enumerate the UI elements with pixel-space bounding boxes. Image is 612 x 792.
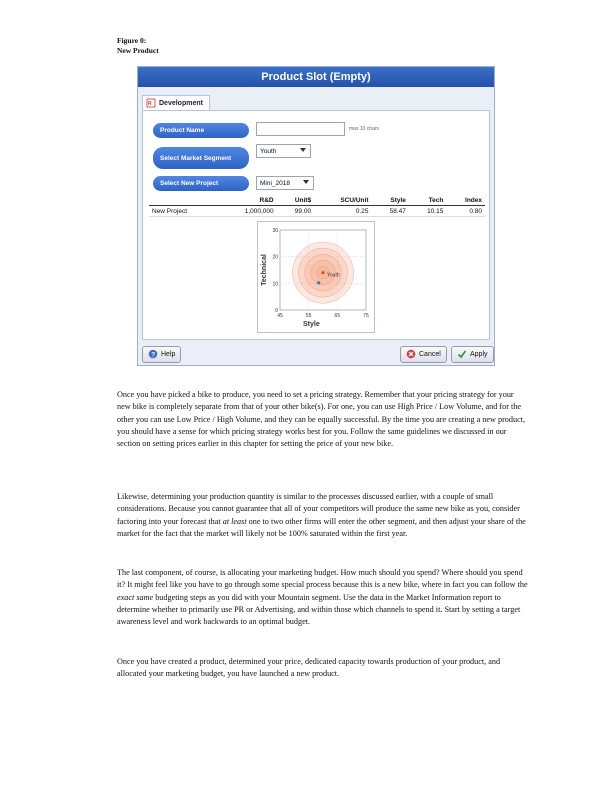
x-tick-label: 45: [277, 313, 283, 319]
help-button-label: Help: [161, 351, 176, 358]
figure-label: Figure 0:: [117, 36, 147, 45]
column-header: SCU/Unit: [314, 195, 371, 206]
table-cell: 10.15: [409, 206, 446, 217]
perceptual-map-svg: [258, 222, 374, 332]
market-segment-select[interactable]: [256, 144, 311, 158]
table-cell: 1,000,000: [218, 206, 277, 217]
column-header: Tech: [409, 195, 446, 206]
paragraph-2-part-a: Likewise, determining your production quantity is similar to the processes discussed earlier, with a couple of small considerations. Because you cannot guarantee that all of your competitors will produce the same new bike as you, consider factoring into your forecast that: [117, 492, 520, 526]
data-point: [321, 271, 324, 274]
help-icon: [148, 349, 158, 361]
y-tick-label: 30: [272, 228, 278, 234]
data-point: [317, 281, 320, 284]
table-cell: 0.80: [446, 206, 485, 217]
x-tick-label: 55: [305, 313, 312, 319]
column-header: R&D: [218, 195, 277, 206]
development-panel: [142, 110, 490, 340]
new-project-label: Select New Project: [153, 176, 249, 191]
table-row[interactable]: [149, 206, 485, 217]
chevron-down-icon: [300, 148, 306, 152]
table-cell: 99.00: [277, 206, 314, 217]
product-name-input[interactable]: [256, 122, 345, 136]
paragraph-1-text: Once you have picked a bike to produce, you need to set a pricing strategy. Remember that your pricing strategy for your new bike is completely separate from that of your other bike(s). For one, you can use High Price / Low Volume, and for the other you can use Low Price / High Volume, and they can be equally successful. By the time you are creating a new product, you should have a sense for which pricing strategy works best for you. Follow the same guidelines we discussed in our section on setting prices earlier in this chapter for setting the price of your new bike.: [117, 390, 526, 449]
paragraph-3: [117, 567, 529, 628]
development-icon: [146, 98, 156, 108]
perceptual-map: [257, 221, 375, 333]
column-header: [149, 195, 218, 206]
market-segment-value: Youth: [260, 147, 277, 155]
tab-development[interactable]: [142, 95, 210, 110]
window-title: Product Slot (Empty): [138, 67, 494, 87]
segment-label: Youth: [327, 272, 340, 279]
column-header: Unit$: [277, 195, 314, 206]
product-name-hint: max 10 chars: [349, 126, 380, 132]
paragraph-2-text: [117, 491, 529, 540]
tab-development-label: Development: [159, 99, 203, 107]
paragraph-1: [117, 389, 529, 450]
paragraph-2-part-b: one to two other firms will enter the other segment, and then adjust your share of the market for the fact that the market will likely not be 100% saturated within the first year.: [117, 516, 526, 538]
table-header-row: [149, 195, 485, 206]
check-icon: [457, 349, 467, 361]
cancel-icon: [406, 349, 416, 361]
figure-title: New Product: [117, 46, 159, 55]
table-cell: New Project: [149, 206, 218, 217]
paragraph-2: [117, 491, 529, 540]
figure-caption: [117, 36, 159, 56]
project-table: [149, 195, 485, 217]
new-project-select[interactable]: [256, 176, 314, 190]
product-name-label: Product Name: [153, 123, 249, 138]
svg-text:R: R: [148, 101, 152, 107]
x-tick-label: 65: [334, 313, 341, 319]
help-button[interactable]: [142, 346, 181, 363]
paragraph-3-text: [117, 567, 529, 628]
paragraph-3-part-a: The last component, of course, is allocating your marketing budget. How much should you spend? Where should you spend it? It might feel like you have to go through some special process because this is a new bike, where in fact you can follow the: [117, 568, 528, 590]
apply-button-label: Apply: [470, 351, 488, 358]
chevron-down-icon: [303, 180, 309, 184]
product-slot-window: [137, 66, 495, 366]
paragraph-2-emphasis: at least: [222, 516, 247, 526]
column-header: Style: [371, 195, 408, 206]
paragraph-3-emphasis: exact same: [117, 592, 154, 602]
column-header: Index: [446, 195, 485, 206]
apply-button[interactable]: [451, 346, 494, 363]
paragraph-4: [117, 656, 529, 681]
paragraph-4-text: Once you have created a product, determined your price, dedicated capacity towards production of your product, and allocated your marketing budget, you have launched a new product.: [117, 657, 501, 679]
y-tick-label: 20: [272, 254, 278, 261]
y-tick-label: 0: [275, 308, 278, 314]
cancel-button-label: Cancel: [419, 351, 441, 358]
paragraph-3-part-b: budgeting steps as you did with your Mountain segment. Use the data in the Market Information report to determine whether to primarily use PR or Advertising, and within those which channels to spend it. Start by setting a target awareness level and work backwards to an optimal budget.: [117, 592, 521, 627]
y-axis-label: Technical: [261, 254, 268, 286]
svg-text:?: ?: [151, 351, 156, 359]
new-project-value: Mini_2018: [260, 179, 290, 187]
market-segment-label: Select Market Segment: [153, 147, 249, 169]
cancel-button[interactable]: [400, 346, 447, 363]
x-tick-label: 75: [363, 313, 369, 319]
table-cell: 0.25: [314, 206, 371, 217]
y-tick-label: 10: [272, 281, 278, 288]
x-axis-label: Style: [303, 321, 320, 328]
table-cell: 58.47: [371, 206, 408, 217]
